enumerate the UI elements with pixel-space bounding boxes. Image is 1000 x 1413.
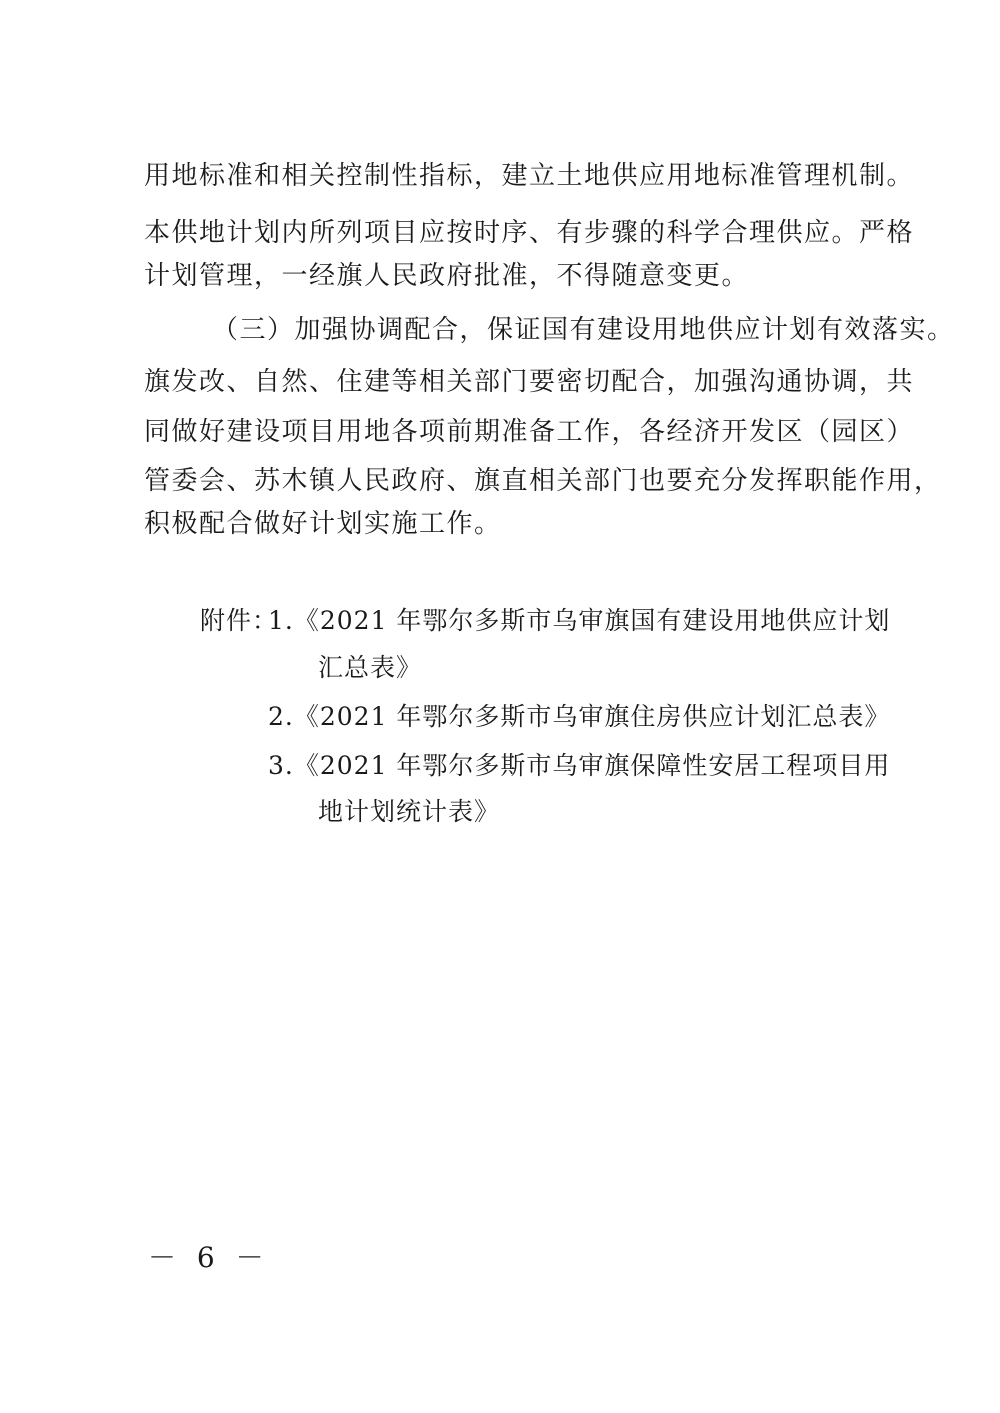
attachment-label: 附件：	[200, 606, 279, 635]
body-paragraph-line: 用地标准和相关控制性指标，建立土地供应用地标准管理机制。	[144, 161, 915, 191]
body-paragraph-line: 积极配合做好计划实施工作。	[144, 509, 502, 539]
attachment-item-2: 2.《2021 年鄂尔多斯市乌审旗住房供应计划汇总表》	[268, 702, 891, 731]
body-paragraph-line: 同做好建设项目用地各项前期准备工作，各经济开发区（园区）	[144, 417, 915, 447]
body-paragraph-line: 本供地计划内所列项目应按时序、有步骤的科学合理供应。严格	[144, 218, 915, 248]
attachment-item-1: 1.《2021 年鄂尔多斯市乌审旗国有建设用地供应计划	[268, 606, 891, 635]
attachment-item-3-continued: 地计划统计表》	[318, 797, 501, 826]
body-paragraph-line: 管委会、苏木镇人民政府、旗直相关部门也要充分发挥职能作用，	[144, 466, 942, 496]
body-paragraph-line: 计划管理，一经旗人民政府批准，不得随意变更。	[144, 261, 750, 291]
attachment-item-1-continued: 汇总表》	[318, 653, 423, 682]
page-number: － 6 －	[148, 1241, 270, 1274]
section-heading-3: （三）加强协调配合，保证国有建设用地供应计划有效落实。	[212, 315, 955, 345]
attachment-item-3: 3.《2021 年鄂尔多斯市乌审旗保障性安居工程项目用	[268, 751, 891, 780]
body-paragraph-line: 旗发改、自然、住建等相关部门要密切配合，加强沟通协调，共	[144, 367, 915, 397]
